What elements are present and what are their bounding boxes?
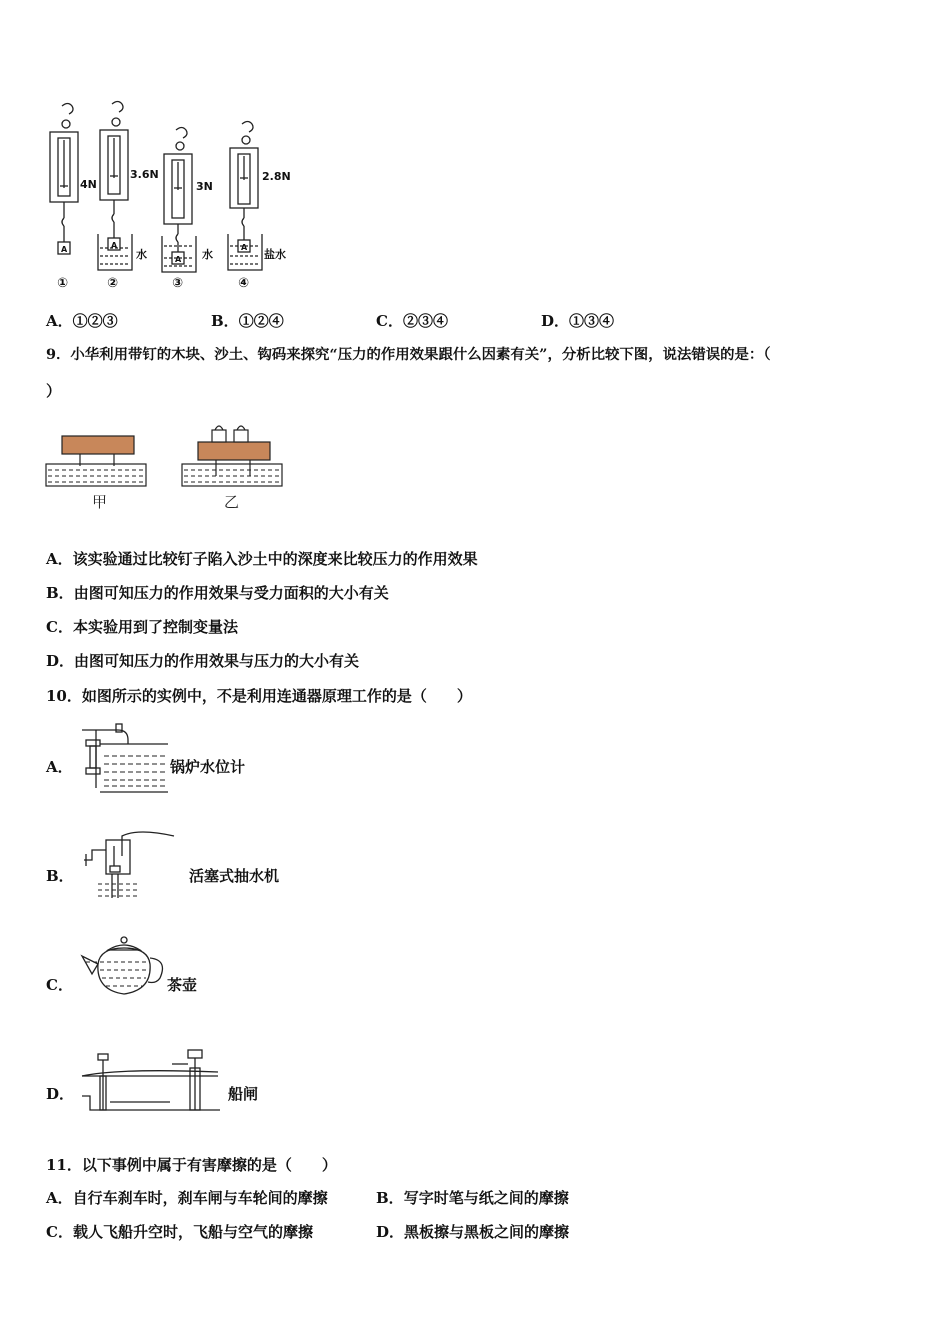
q8-option-b[interactable] [211,311,284,331]
q9-stem-end: ） [46,382,62,400]
spring-scale-1 [50,104,78,255]
q10-option-a-letter[interactable]: A． [46,758,73,776]
reading-3: 3N [196,180,213,193]
option-letter: B． [376,1189,404,1207]
block-label-4: A [241,243,248,252]
circled-4: ④ [238,276,250,291]
teapot-image [78,934,168,1004]
liquid-label-4: 盐水 [264,248,286,261]
option-letter: C． [46,618,73,636]
option-letter: D． [541,312,570,330]
q9-option-a[interactable] [46,549,478,569]
q9-option-b[interactable] [46,583,389,603]
liquid-label-2: 水 [136,248,147,261]
q10-option-c-caption: 茶壶 [167,976,198,994]
option-text: ①③④ [569,312,615,330]
q10-option-d-caption: 船闸 [228,1085,259,1103]
option-letter: B． [46,584,74,602]
q11-option-b[interactable] [376,1188,569,1208]
block-label-3: A [175,255,182,264]
option-text: ②③④ [402,312,448,330]
option-letter: A． [46,312,73,330]
option-letter: B． [211,312,239,330]
q10-option-b-letter[interactable]: B． [46,867,74,885]
q10-option-d-letter[interactable]: D． [46,1085,75,1103]
q11-option-c[interactable] [46,1222,313,1242]
setup-jia [46,436,146,486]
q9-option-d[interactable] [46,651,359,671]
option-letter: C． [46,1223,73,1241]
block-label-1: A [61,245,68,254]
reading-1: 4N [80,178,97,191]
label-yi: 乙 [224,493,240,511]
option-text: 黑板擦与黑板之间的摩擦 [404,1223,570,1241]
block-label-2: A [111,241,118,250]
q9-stem: 9．小华利用带钉的木块、沙土、钩码来探究“压力的作用效果跟什么因素有关”，分析比较下图，说法错误的是：（ [46,346,771,363]
circled-1: ① [57,276,69,291]
q10-option-a-caption: 锅炉水位计 [170,758,246,776]
option-text: 由图可知压力的作用效果与受力面积的大小有关 [73,584,389,602]
option-text: 本实验用到了控制变量法 [72,618,238,636]
option-letter: D． [376,1223,405,1241]
option-text: 自行车刹车时，刹车闸与车轮间的摩擦 [72,1189,328,1207]
option-text: ①②④ [238,312,284,330]
liquid-label-3: 水 [202,248,213,261]
option-text: 载人飞船升空时，飞船与空气的摩擦 [72,1223,313,1241]
option-letter: C． [376,312,403,330]
q11-option-d[interactable] [376,1222,569,1242]
option-letter: D． [46,652,75,670]
option-text: ①②③ [72,312,118,330]
boiler-gauge-image [80,722,170,797]
reading-2: 3.6N [130,168,159,181]
q8-option-d[interactable] [541,311,614,331]
label-jia: 甲 [92,493,108,511]
option-text: 该实验通过比较钉子陷入沙土中的深度来比较压力的作用效果 [72,550,478,568]
spring-scale-3 [162,128,196,273]
q10-stem: 10．如图所示的实例中，不是利用连通器原理工作的是（ ） [46,687,472,705]
nail-block-figure [42,420,292,515]
q11-option-a[interactable] [46,1188,328,1208]
circled-2: ② [107,276,119,291]
q10-option-b-caption: 活塞式抽水机 [189,867,280,885]
circled-3: ③ [172,276,184,291]
reading-4: 2.8N [262,170,291,183]
q10-option-c-letter[interactable]: C． [46,976,73,994]
option-letter: A． [46,1189,73,1207]
option-text: 写字时笔与纸之间的摩擦 [403,1189,569,1207]
ship-lock-image [80,1046,220,1118]
q11-stem: 11．以下事例中属于有害摩擦的是（ ） [46,1156,337,1174]
piston-pump-image [78,826,178,902]
setup-yi [182,426,282,486]
option-letter: A． [46,550,73,568]
spring-scale-figure [38,100,308,295]
q8-option-a[interactable] [46,311,118,331]
option-text: 由图可知压力的作用效果与压力的大小有关 [74,652,360,670]
q9-option-c[interactable] [46,617,238,637]
q8-option-c[interactable] [376,311,448,331]
